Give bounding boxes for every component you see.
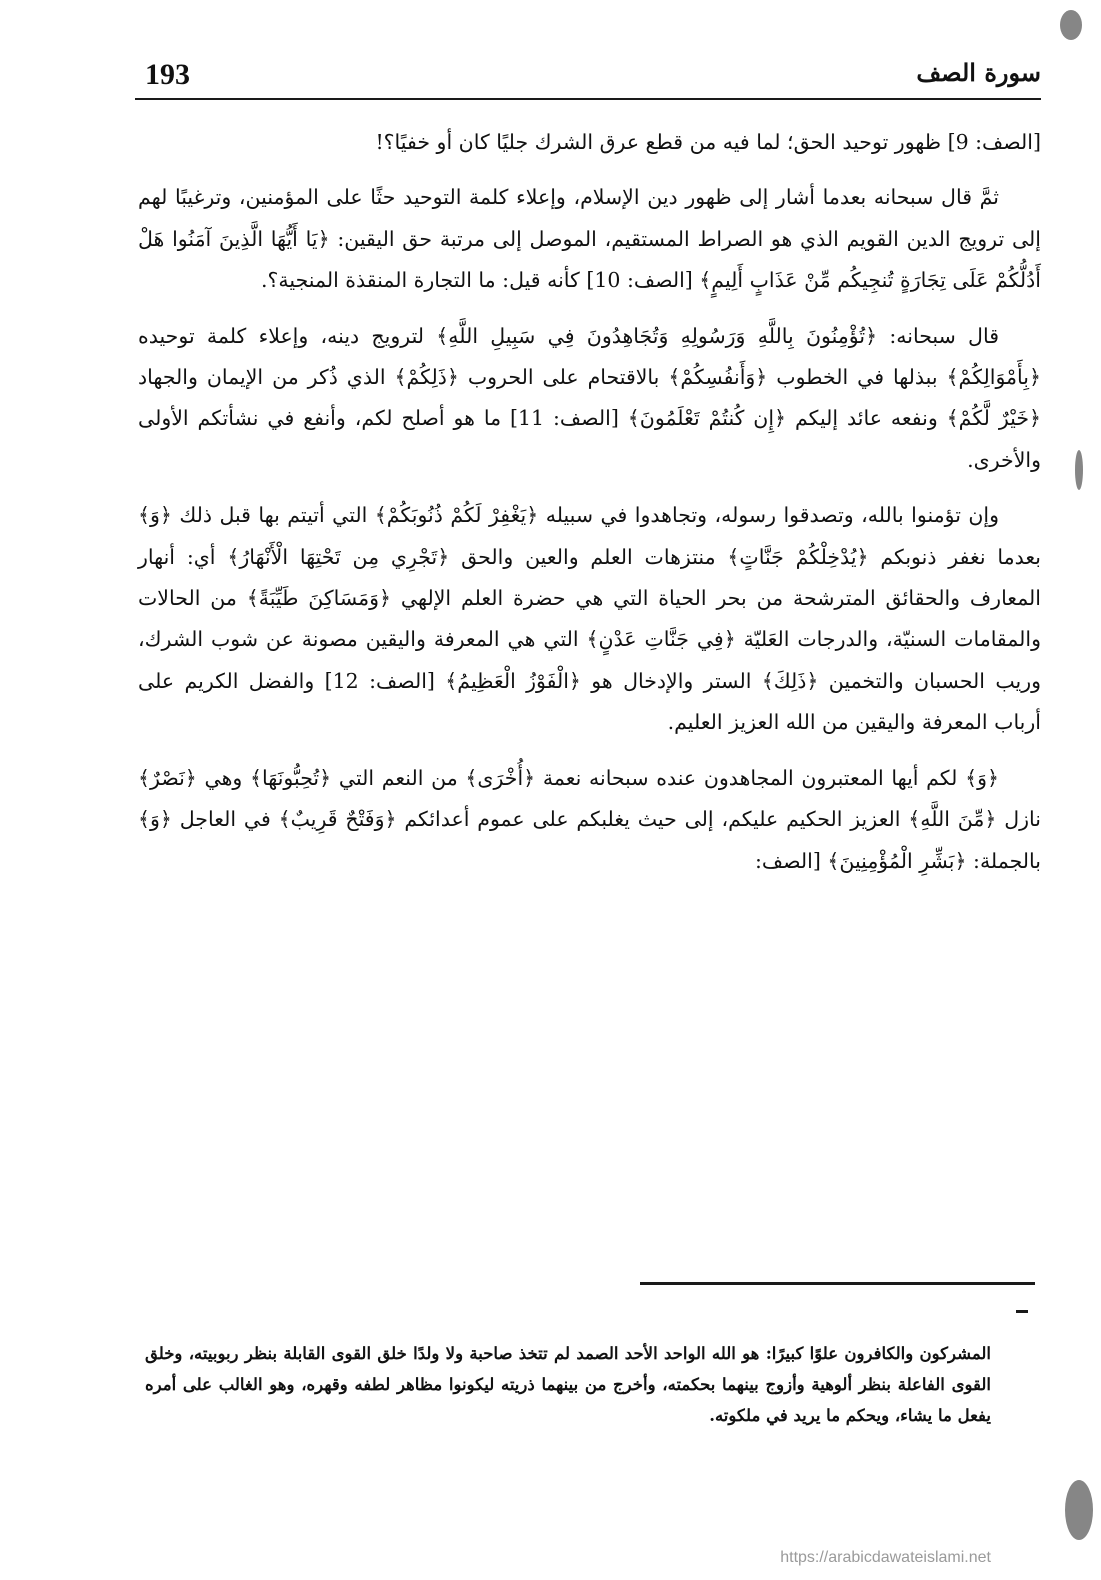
page-header [135,50,1041,100]
footnote-separator [640,1282,1035,1285]
scan-speck [1065,1480,1093,1540]
paragraph: ﴿وَ﴾ لكم أيها المعتبرون المجاهدون عنده سبحانه نعمة ﴿أُخْرَى﴾ من النعم التي ﴿تُحِبُّونَهَا﴾ وهي ﴿نَصْرٌ﴾ نازل ﴿مِّنَ اللَّهِ﴾ العزيز الحكيم عليكم، إلى حيث يغلبكم على عموم أعدائكم ﴿وَفَتْحٌ قَرِيبٌ﴾ في العاجل ﴿وَ﴾ بالجملة: ﴿بَشِّرِ الْمُؤْمِنِينَ﴾ [الصف: [138,765,1041,873]
running-title: سورة الصف [916,58,1041,87]
paragraph: قال سبحانه: ﴿تُؤْمِنُونَ بِاللَّهِ وَرَسُولِهِ وَتُجَاهِدُونَ فِي سَبِيلِ اللَّهِ﴾ لترويج دينه، وإعلاء كلمة توحيده ﴿بِأَمْوَالِكُمْ﴾ ببذلها في الخطوب ﴿وَأَنفُسِكُمْ﴾ بالاقتحام على الحروب ﴿ذَلِكُمْ﴾ الذي ذُكر من الإيمان والجهاد ﴿خَيْرٌ لَّكُمْ﴾ ونفعه عائد إليكم ﴿إِن كُنتُمْ تَعْلَمُونَ﴾ [الصف: 11] ما هو أصلح لكم، وأنفع في نشأتكم الأولى والأخرى. [138,323,1042,472]
page-number: 193 [145,58,190,91]
scan-speck [1075,450,1083,490]
footnote-text: المشركون والكافرون علوًا كبيرًا: هو الله الواحد الأحد الصمد لم تتخذ صاحبة ولا ولدًا خلق القوى القابلة بنظر ربوبيته، وخلق القوى الفاعلة بنظر ألوهية وأزوج بينهما بحكمته، وأخرج من بينهما ذريته ليكونوا مظاهر لطفه وقهره، وهو الغالب على أمره يفعل ما يشاء، ويحكم ما يريد في ملكوته. [145,1344,991,1425]
paragraph: ثمَّ قال سبحانه بعدما أشار إلى ظهور دين الإسلام، وإعلاء كلمة التوحيد حثًا على المؤمنين، وترغيبًا لهم إلى ترويج الدين القويم الذي هو الصراط المستقيم، الموصل إلى مرتبة حق اليقين: ﴿يَا أَيُّهَا الَّذِينَ آمَنُوا هَلْ أَدُلُّكُمْ عَلَى تِجَارَةٍ تُنجِيكُم مِّنْ عَذَابٍ أَلِيمٍ﴾ [الصف: 10] كأنه قيل: ما التجارة المنقذة المنجية؟. [138,185,1041,293]
footnotes [145,1338,991,1431]
main-text [138,122,1041,896]
watermark-url: https://arabicdawateislami.net [780,1549,991,1566]
scan-speck [1060,10,1082,40]
paragraph: وإن تؤمنوا بالله، وتصدقوا رسوله، وتجاهدوا في سبيله ﴿يَغْفِرْ لَكُمْ ذُنُوبَكُمْ﴾ التي أتيتم بها قبل ذلك ﴿وَ﴾ بعدما نغفر ذنوبكم ﴿يُدْخِلْكُمْ جَنَّاتٍ﴾ منتزهات العلم والعين والحق ﴿تَجْرِي مِن تَحْتِهَا الْأَنْهَارُ﴾ أي: أنهار المعارف والحقائق المترشحة من بحر الحياة التي هي حضرة العلم الإلهي ﴿وَمَسَاكِنَ طَيِّبَةً﴾ من الحالات والمقامات السنيّة، والدرجات العَليّة ﴿فِي جَنَّاتِ عَدْنٍ﴾ التي هي المعرفة واليقين مصونة عن شوب الشرك، وريب الحسبان والتخمين ﴿ذَلِكَ﴾ الستر والإدخال هو ﴿الْفَوْزُ الْعَظِيمُ﴾ [الصف: 12] والفضل الكريم على أرباب المعرفة واليقين من الله العزيز العليم. [138,503,1041,735]
footnote-dash [1016,1310,1028,1313]
paragraph: [الصف: 9] ظهور توحيد الحق؛ لما فيه من قطع عرق الشرك جليًا كان أو خفيًا؟! [375,130,1041,154]
